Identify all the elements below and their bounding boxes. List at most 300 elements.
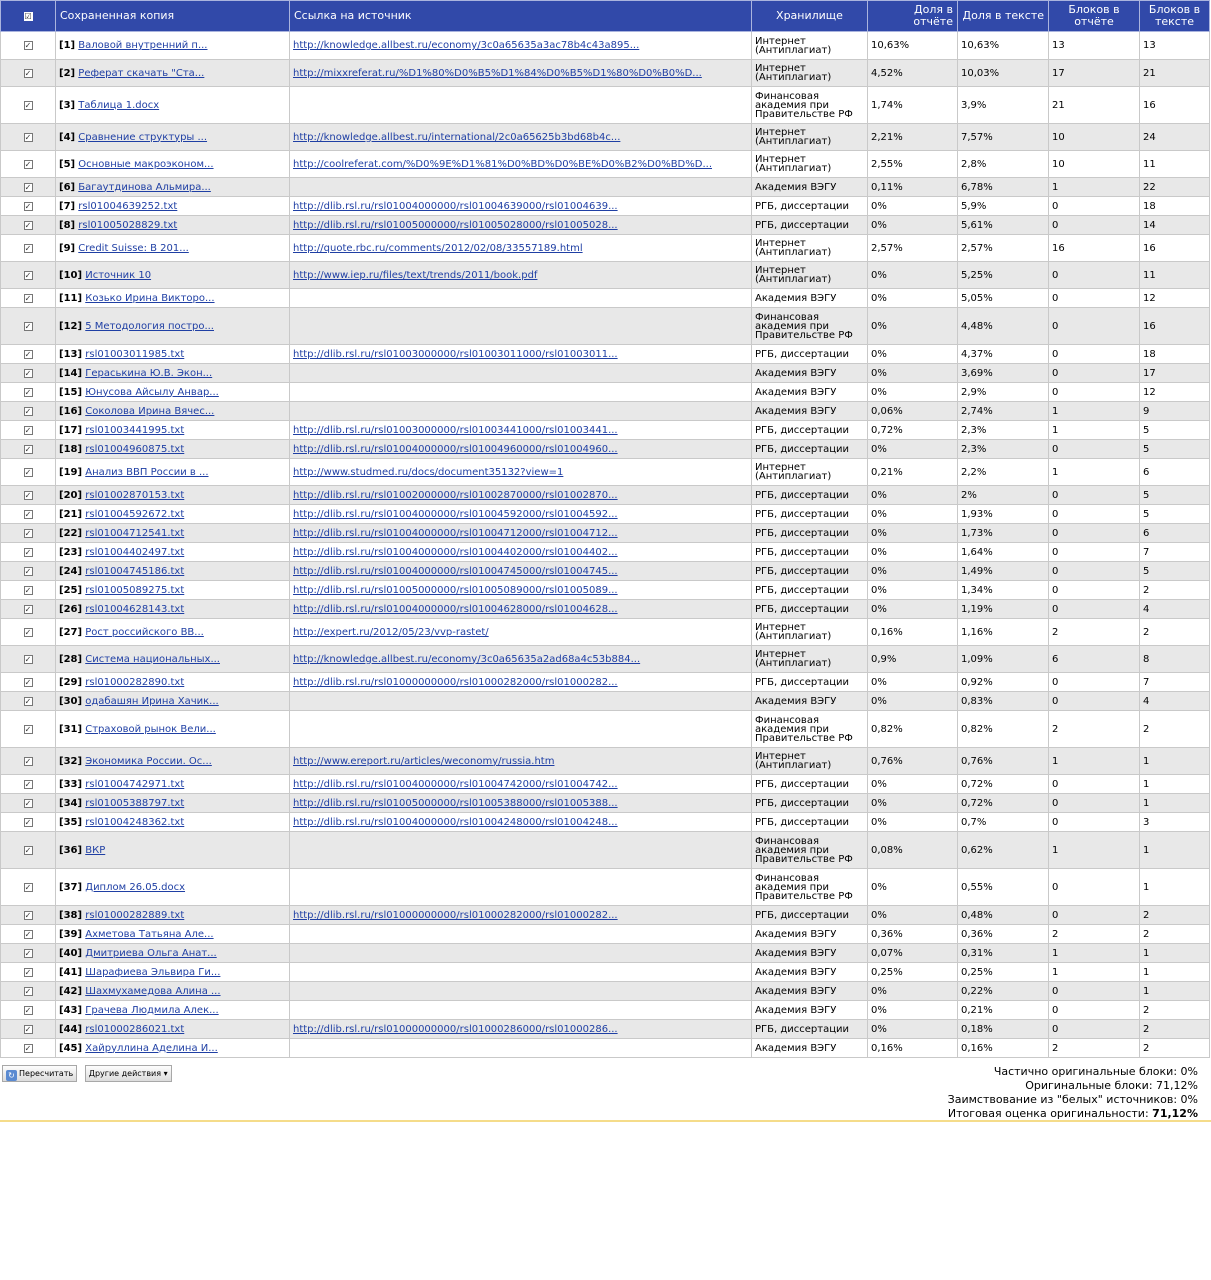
source-link[interactable]: http://knowledge.allbest.ru/economy/3c0a65635a2ad68a4c53b884... <box>293 653 641 665</box>
blocks-report-cell: 0 <box>1049 562 1140 581</box>
blocks-report-cell: 2 <box>1049 925 1140 944</box>
row-checkbox[interactable]: ✓ <box>1 345 56 364</box>
share-text-cell: 0,18% <box>958 1020 1049 1039</box>
saved-copy-cell <box>56 646 290 673</box>
source-cell <box>290 748 752 775</box>
source-link[interactable]: http://dlib.rsl.ru/rsl01004000000/rsl01004639000/rsl01004639... <box>293 200 618 212</box>
blocks-text-cell: 7 <box>1140 543 1210 562</box>
source-link[interactable]: http://expert.ru/2012/05/23/vvp-rastet/ <box>293 626 489 638</box>
saved-copy-link[interactable]: rsl01000282890.txt <box>85 676 185 688</box>
saved-copy-cell <box>56 543 290 562</box>
share-report-cell: 0% <box>868 216 958 235</box>
share-report-cell: 0% <box>868 505 958 524</box>
saved-copy-link[interactable]: одабашян Ирина Хачик... <box>85 695 219 707</box>
row-checkbox[interactable]: ✓ <box>1 944 56 963</box>
blocks-text-cell: 12 <box>1140 289 1210 308</box>
saved-copy-link[interactable]: Юнусова Айсылу Анвар... <box>85 386 219 398</box>
saved-copy-link[interactable]: rsl01005028829.txt <box>78 219 178 231</box>
source-link[interactable]: http://dlib.rsl.ru/rsl01005000000/rsl01005089000/rsl01005089... <box>293 584 618 596</box>
saved-copy-link[interactable]: Экономика России. Ос... <box>85 755 212 767</box>
share-report-cell: 2,21% <box>868 124 958 151</box>
storage-cell: РГБ, диссертации <box>752 600 868 619</box>
saved-copy-cell <box>56 32 290 60</box>
source-cell <box>290 944 752 963</box>
table-row <box>1 748 1210 775</box>
saved-copy-link[interactable]: rsl01004745186.txt <box>85 565 185 577</box>
source-link[interactable]: http://dlib.rsl.ru/rsl01005000000/rsl01005388000/rsl01005388... <box>293 797 618 809</box>
row-checkbox[interactable]: ✓ <box>1 289 56 308</box>
saved-copy-cell <box>56 524 290 543</box>
share-report-cell: 1,74% <box>868 87 958 124</box>
col-header-blocks-report[interactable]: Блоков в отчёте <box>1049 1 1140 32</box>
share-text-cell: 2,9% <box>958 383 1049 402</box>
row-number: [14] <box>59 367 83 379</box>
storage-cell: Академия ВЭГУ <box>752 982 868 1001</box>
share-report-cell: 0% <box>868 383 958 402</box>
saved-copy-cell <box>56 151 290 178</box>
source-cell <box>290 308 752 345</box>
row-checkbox[interactable]: ✓ <box>1 421 56 440</box>
source-link[interactable]: http://dlib.rsl.ru/rsl01000000000/rsl01000282000/rsl01000282... <box>293 909 618 921</box>
saved-copy-cell <box>56 832 290 869</box>
source-link[interactable]: http://www.iep.ru/files/text/trends/2011/book.pdf <box>293 269 538 281</box>
row-checkbox[interactable]: ✓ <box>1 692 56 711</box>
row-checkbox[interactable]: ✓ <box>1 562 56 581</box>
saved-copy-link[interactable]: rsl01004742971.txt <box>85 778 185 790</box>
share-report-cell: 2,55% <box>868 151 958 178</box>
source-link[interactable]: http://dlib.rsl.ru/rsl01003000000/rsl01003011000/rsl01003011... <box>293 348 618 360</box>
source-link[interactable]: http://dlib.rsl.ru/rsl01005000000/rsl01005028000/rsl01005028... <box>293 219 618 231</box>
table-row <box>1 982 1210 1001</box>
row-checkbox[interactable]: ✓ <box>1 402 56 421</box>
row-checkbox[interactable]: ✓ <box>1 235 56 262</box>
row-number: [29] <box>59 676 83 688</box>
blocks-text-cell: 13 <box>1140 32 1210 60</box>
col-header-copy[interactable]: Сохраненная копия <box>56 1 290 32</box>
storage-cell: Академия ВЭГУ <box>752 963 868 982</box>
table-row <box>1 308 1210 345</box>
saved-copy-link[interactable]: Диплом 26.05.docx <box>85 881 186 893</box>
storage-cell: РГБ, диссертации <box>752 794 868 813</box>
row-number: [8] <box>59 219 76 231</box>
row-checkbox[interactable]: ✓ <box>1 262 56 289</box>
row-number: [23] <box>59 546 83 558</box>
row-number: [7] <box>59 200 76 212</box>
blocks-text-cell: 7 <box>1140 673 1210 692</box>
saved-copy-link[interactable]: Дмитриева Ольга Анат... <box>85 947 217 959</box>
blocks-text-cell: 6 <box>1140 459 1210 486</box>
table-row <box>1 600 1210 619</box>
blocks-text-cell: 2 <box>1140 1020 1210 1039</box>
row-number: [33] <box>59 778 83 790</box>
row-checkbox[interactable]: ✓ <box>1 459 56 486</box>
source-link[interactable]: http://dlib.rsl.ru/rsl01004000000/rsl01004592000/rsl01004592... <box>293 508 618 520</box>
row-checkbox[interactable]: ✓ <box>1 673 56 692</box>
row-checkbox[interactable]: ✓ <box>1 32 56 60</box>
row-number: [11] <box>59 292 83 304</box>
source-cell <box>290 1001 752 1020</box>
source-cell <box>290 262 752 289</box>
row-number: [3] <box>59 99 76 111</box>
row-checkbox[interactable]: ✓ <box>1 813 56 832</box>
row-number: [15] <box>59 386 83 398</box>
share-text-cell: 0,55% <box>958 869 1049 906</box>
blocks-report-cell: 0 <box>1049 524 1140 543</box>
saved-copy-link[interactable]: rsl01000286021.txt <box>85 1023 185 1035</box>
saved-copy-link[interactable]: rsl01004960875.txt <box>85 443 185 455</box>
saved-copy-link[interactable]: rsl01005388797.txt <box>85 797 185 809</box>
saved-copy-cell <box>56 60 290 87</box>
saved-copy-link[interactable]: rsl01005089275.txt <box>85 584 185 596</box>
col-header-share-text[interactable]: Доля в тексте <box>958 1 1049 32</box>
source-link[interactable]: http://dlib.rsl.ru/rsl01003000000/rsl01003441000/rsl01003441... <box>293 424 618 436</box>
recount-button[interactable] <box>2 1065 77 1082</box>
source-cell <box>290 440 752 459</box>
saved-copy-link[interactable]: Рост российского ВВ... <box>85 626 204 638</box>
row-checkbox[interactable]: ✓ <box>1 178 56 197</box>
row-checkbox[interactable]: ✓ <box>1 60 56 87</box>
saved-copy-link[interactable]: ВКР <box>85 844 106 856</box>
row-checkbox[interactable]: ✓ <box>1 646 56 673</box>
row-number: [18] <box>59 443 83 455</box>
row-number: [20] <box>59 489 83 501</box>
share-report-cell: 0% <box>868 1020 958 1039</box>
saved-copy-link[interactable]: Реферат скачать "Ста... <box>78 67 205 79</box>
source-link[interactable]: http://dlib.rsl.ru/rsl01004000000/rsl01004745000/rsl01004745... <box>293 565 618 577</box>
share-report-cell: 0% <box>868 982 958 1001</box>
table-row <box>1 87 1210 124</box>
saved-copy-cell <box>56 197 290 216</box>
row-checkbox[interactable]: ✓ <box>1 832 56 869</box>
row-checkbox[interactable]: ✓ <box>1 87 56 124</box>
blocks-text-cell: 11 <box>1140 151 1210 178</box>
storage-cell: Академия ВЭГУ <box>752 1039 868 1058</box>
share-text-cell: 0,72% <box>958 775 1049 794</box>
table-row <box>1 944 1210 963</box>
row-checkbox[interactable]: ✓ <box>1 711 56 748</box>
table-row <box>1 262 1210 289</box>
blocks-text-cell: 5 <box>1140 562 1210 581</box>
storage-cell: РГБ, диссертации <box>752 562 868 581</box>
row-checkbox[interactable]: ✓ <box>1 925 56 944</box>
table-row <box>1 289 1210 308</box>
row-checkbox[interactable]: ✓ <box>1 1039 56 1058</box>
row-number: [44] <box>59 1023 83 1035</box>
row-checkbox[interactable]: ✓ <box>1 151 56 178</box>
row-number: [1] <box>59 40 76 51</box>
source-link[interactable]: http://dlib.rsl.ru/rsl01004000000/rsl01004960000/rsl01004960... <box>293 443 618 455</box>
saved-copy-link[interactable]: Валовой внутренний п... <box>78 40 208 51</box>
share-text-cell: 0,16% <box>958 1039 1049 1058</box>
original-blocks-line: Оригинальные блоки: 71,12% <box>1025 1079 1198 1092</box>
row-checkbox[interactable]: ✓ <box>1 216 56 235</box>
row-checkbox[interactable]: ✓ <box>1 619 56 646</box>
blocks-report-cell: 21 <box>1049 87 1140 124</box>
storage-cell: Интернет (Антиплагиат) <box>752 32 868 60</box>
saved-copy-cell <box>56 505 290 524</box>
row-checkbox[interactable]: ✓ <box>1 982 56 1001</box>
share-report-cell: 0,11% <box>868 178 958 197</box>
row-checkbox[interactable]: ✓ <box>1 775 56 794</box>
source-link[interactable]: http://dlib.rsl.ru/rsl01000000000/rsl01000286000/rsl01000286... <box>293 1023 618 1035</box>
row-checkbox[interactable]: ✓ <box>1 794 56 813</box>
row-checkbox[interactable]: ✓ <box>1 1001 56 1020</box>
col-header-source[interactable]: Ссылка на источник <box>290 1 752 32</box>
row-checkbox[interactable]: ✓ <box>1 440 56 459</box>
saved-copy-link[interactable]: Хайруллина Аделина И... <box>85 1042 218 1054</box>
share-report-cell: 0% <box>868 543 958 562</box>
row-checkbox[interactable]: ✓ <box>1 197 56 216</box>
saved-copy-link[interactable]: Ахметова Татьяна Але... <box>85 928 214 940</box>
share-report-cell: 0% <box>868 581 958 600</box>
row-number: [17] <box>59 424 83 436</box>
share-text-cell: 0,31% <box>958 944 1049 963</box>
source-link[interactable]: http://dlib.rsl.ru/rsl01004000000/rsl01004248000/rsl01004248... <box>293 816 618 828</box>
row-checkbox[interactable]: ✓ <box>1 308 56 345</box>
saved-copy-link[interactable]: Багаутдинова Альмира... <box>78 181 211 193</box>
source-link[interactable]: http://www.ereport.ru/articles/weconomy/russia.htm <box>293 755 555 767</box>
blocks-text-cell: 2 <box>1140 1039 1210 1058</box>
storage-cell: РГБ, диссертации <box>752 440 868 459</box>
table-row <box>1 692 1210 711</box>
total-originality-line: Итоговая оценка оригинальности: 71,12% <box>947 1107 1198 1120</box>
source-cell <box>290 60 752 87</box>
storage-cell: Финансовая академия при Правительстве РФ <box>752 832 868 869</box>
share-report-cell: 0,16% <box>868 619 958 646</box>
table-row <box>1 869 1210 906</box>
blocks-text-cell: 16 <box>1140 87 1210 124</box>
storage-cell: РГБ, диссертации <box>752 216 868 235</box>
storage-cell: РГБ, диссертации <box>752 421 868 440</box>
source-cell <box>290 178 752 197</box>
storage-cell: Академия ВЭГУ <box>752 1001 868 1020</box>
blocks-text-cell: 2 <box>1140 925 1210 944</box>
blocks-text-cell: 24 <box>1140 124 1210 151</box>
blocks-text-cell: 9 <box>1140 402 1210 421</box>
source-cell <box>290 832 752 869</box>
row-checkbox[interactable]: ✓ <box>1 1020 56 1039</box>
share-report-cell: 0% <box>868 262 958 289</box>
saved-copy-link[interactable]: rsl01004712541.txt <box>85 527 185 539</box>
col-header-blocks-text[interactable]: Блоков в тексте <box>1140 1 1210 32</box>
blocks-text-cell: 18 <box>1140 345 1210 364</box>
storage-cell: РГБ, диссертации <box>752 486 868 505</box>
storage-cell: РГБ, диссертации <box>752 813 868 832</box>
share-report-cell: 0% <box>868 562 958 581</box>
row-checkbox[interactable]: ✓ <box>1 364 56 383</box>
share-report-cell: 0% <box>868 600 958 619</box>
row-number: [39] <box>59 928 83 940</box>
source-link[interactable]: http://dlib.rsl.ru/rsl01000000000/rsl01000282000/rsl01000282... <box>293 676 618 688</box>
storage-cell: Академия ВЭГУ <box>752 178 868 197</box>
storage-cell: Академия ВЭГУ <box>752 383 868 402</box>
action-toolbar <box>2 1065 176 1081</box>
saved-copy-link[interactable]: rsl01004639252.txt <box>78 200 178 212</box>
saved-copy-cell <box>56 364 290 383</box>
source-cell <box>290 982 752 1001</box>
share-text-cell: 3,69% <box>958 364 1049 383</box>
row-checkbox[interactable]: ✓ <box>1 505 56 524</box>
source-cell <box>290 32 752 60</box>
row-checkbox[interactable]: ✓ <box>1 963 56 982</box>
blocks-report-cell: 2 <box>1049 711 1140 748</box>
saved-copy-cell <box>56 289 290 308</box>
saved-copy-cell <box>56 581 290 600</box>
table-row <box>1 646 1210 673</box>
saved-copy-link[interactable]: rsl01003011985.txt <box>85 348 185 360</box>
blocks-report-cell: 1 <box>1049 402 1140 421</box>
white-sources-line: Заимствование из "белых" источников: 0% <box>947 1093 1198 1106</box>
saved-copy-link[interactable]: Козько Ирина Викторо... <box>85 292 215 304</box>
share-report-cell: 0% <box>868 345 958 364</box>
share-text-cell: 1,64% <box>958 543 1049 562</box>
blocks-report-cell: 16 <box>1049 235 1140 262</box>
row-checkbox[interactable]: ✓ <box>1 383 56 402</box>
blocks-report-cell: 1 <box>1049 832 1140 869</box>
row-number: [16] <box>59 405 83 417</box>
saved-copy-cell <box>56 440 290 459</box>
col-header-storage[interactable]: Хранилище <box>752 1 868 32</box>
blocks-text-cell: 1 <box>1140 982 1210 1001</box>
row-checkbox[interactable]: ✓ <box>1 524 56 543</box>
table-row <box>1 775 1210 794</box>
table-row <box>1 813 1210 832</box>
source-link[interactable]: http://dlib.rsl.ru/rsl01004000000/rsl01004742000/rsl01004742... <box>293 778 618 790</box>
storage-cell: Финансовая академия при Правительстве РФ <box>752 308 868 345</box>
saved-copy-cell <box>56 619 290 646</box>
row-number: [30] <box>59 695 83 707</box>
source-link[interactable]: http://knowledge.allbest.ru/international/2c0a65625b3bd68b4c... <box>293 131 621 143</box>
saved-copy-cell <box>56 711 290 748</box>
saved-copy-link[interactable]: rsl01004402497.txt <box>85 546 185 558</box>
source-cell <box>290 562 752 581</box>
table-row <box>1 151 1210 178</box>
saved-copy-cell <box>56 216 290 235</box>
row-number: [25] <box>59 584 83 596</box>
row-checkbox[interactable]: ✓ <box>1 581 56 600</box>
share-text-cell: 5,25% <box>958 262 1049 289</box>
source-link[interactable]: http://knowledge.allbest.ru/economy/3c0a65635a3ac78b4c43a895... <box>293 40 640 51</box>
share-report-cell: 0% <box>868 197 958 216</box>
row-number: [45] <box>59 1042 83 1054</box>
storage-cell: Интернет (Антиплагиат) <box>752 151 868 178</box>
share-text-cell: 10,63% <box>958 32 1049 60</box>
source-cell <box>290 505 752 524</box>
other-actions-button[interactable]: Другие действия ▾ <box>85 1065 172 1082</box>
row-checkbox[interactable]: ✓ <box>1 869 56 906</box>
originality-summary <box>948 1065 1198 1121</box>
row-number: [37] <box>59 881 83 893</box>
saved-copy-link[interactable]: Шарафиева Эльвира Ги... <box>85 966 221 978</box>
select-all-checkbox[interactable]: ☑ <box>1 1 56 32</box>
row-checkbox[interactable]: ✓ <box>1 486 56 505</box>
share-report-cell: 0% <box>868 308 958 345</box>
table-row <box>1 459 1210 486</box>
share-report-cell: 4,52% <box>868 60 958 87</box>
saved-copy-link[interactable]: rsl01000282889.txt <box>85 909 185 921</box>
row-number: [32] <box>59 755 83 767</box>
row-checkbox[interactable]: ✓ <box>1 543 56 562</box>
blocks-text-cell: 1 <box>1140 869 1210 906</box>
blocks-report-cell: 0 <box>1049 383 1140 402</box>
saved-copy-link[interactable]: Сравнение структуры ... <box>78 131 208 143</box>
source-cell <box>290 711 752 748</box>
share-text-cell: 6,78% <box>958 178 1049 197</box>
source-link[interactable]: http://coolreferat.com/%D0%9E%D1%81%D0%BD%D0%BE%D0%B2%D0%BD%D... <box>293 158 712 170</box>
saved-copy-cell <box>56 459 290 486</box>
share-text-cell: 0,82% <box>958 711 1049 748</box>
saved-copy-cell <box>56 235 290 262</box>
table-row <box>1 60 1210 87</box>
source-link[interactable]: http://dlib.rsl.ru/rsl01004000000/rsl01004402000/rsl01004402... <box>293 546 618 558</box>
saved-copy-link[interactable]: rsl01004592672.txt <box>85 508 185 520</box>
storage-cell: РГБ, диссертации <box>752 1020 868 1039</box>
saved-copy-cell <box>56 692 290 711</box>
table-row <box>1 124 1210 151</box>
saved-copy-cell <box>56 562 290 581</box>
saved-copy-link[interactable]: Грачева Людмила Алек... <box>85 1004 219 1016</box>
saved-copy-cell <box>56 486 290 505</box>
saved-copy-link[interactable]: Шахмухамедова Алина ... <box>85 985 221 997</box>
saved-copy-link[interactable]: rsl01004248362.txt <box>85 816 185 828</box>
source-link[interactable]: http://mixxreferat.ru/%D1%80%D0%B5%D1%84%D0%B5%D1%80%D0%B0%D... <box>293 67 702 79</box>
blocks-report-cell: 0 <box>1049 505 1140 524</box>
saved-copy-link[interactable]: Основные макроэконом... <box>78 158 214 170</box>
saved-copy-link[interactable]: Источник 10 <box>85 269 152 281</box>
source-cell <box>290 235 752 262</box>
table-header-row <box>1 1 1210 32</box>
source-link[interactable]: http://quote.rbc.ru/comments/2012/02/08/33557189.html <box>293 242 583 254</box>
saved-copy-link[interactable]: Credit Suisse: В 201... <box>78 242 189 254</box>
blocks-text-cell: 5 <box>1140 505 1210 524</box>
row-number: [13] <box>59 348 83 360</box>
table-row <box>1 505 1210 524</box>
saved-copy-link[interactable]: Гераськина Ю.В. Экон... <box>85 367 213 379</box>
saved-copy-link[interactable]: Система национальных... <box>85 653 220 665</box>
blocks-text-cell: 5 <box>1140 421 1210 440</box>
source-link[interactable]: http://dlib.rsl.ru/rsl01002000000/rsl01002870000/rsl01002870... <box>293 489 618 501</box>
col-header-share-report[interactable]: Доля в отчёте <box>868 1 958 32</box>
source-link[interactable]: http://dlib.rsl.ru/rsl01004000000/rsl01004712000/rsl01004712... <box>293 527 618 539</box>
share-report-cell: 0,9% <box>868 646 958 673</box>
table-row <box>1 524 1210 543</box>
blocks-text-cell: 16 <box>1140 308 1210 345</box>
row-number: [36] <box>59 844 83 856</box>
saved-copy-link[interactable]: Таблица 1.docx <box>78 99 160 111</box>
saved-copy-cell <box>56 87 290 124</box>
saved-copy-link[interactable]: rsl01003441995.txt <box>85 424 185 436</box>
blocks-report-cell: 0 <box>1049 692 1140 711</box>
saved-copy-link[interactable]: rsl01002870153.txt <box>85 489 185 501</box>
row-checkbox[interactable]: ✓ <box>1 906 56 925</box>
source-link[interactable]: http://dlib.rsl.ru/rsl01004000000/rsl01004628000/rsl01004628... <box>293 603 618 615</box>
row-checkbox[interactable]: ✓ <box>1 748 56 775</box>
table-row <box>1 364 1210 383</box>
saved-copy-link[interactable]: Страховой рынок Вели... <box>85 723 216 735</box>
saved-copy-link[interactable]: rsl01004628143.txt <box>85 603 185 615</box>
row-number: [42] <box>59 985 83 997</box>
row-checkbox[interactable]: ✓ <box>1 124 56 151</box>
source-link[interactable]: http://www.studmed.ru/docs/document35132?view=1 <box>293 466 564 478</box>
source-cell <box>290 543 752 562</box>
saved-copy-link[interactable]: Анализ ВВП России в ... <box>85 466 209 478</box>
row-checkbox[interactable]: ✓ <box>1 600 56 619</box>
blocks-report-cell: 0 <box>1049 486 1140 505</box>
share-report-cell: 0,16% <box>868 1039 958 1058</box>
saved-copy-link[interactable]: 5 Методология постро... <box>85 320 214 332</box>
share-text-cell: 1,16% <box>958 619 1049 646</box>
saved-copy-link[interactable]: Соколова Ирина Вячес... <box>85 405 215 417</box>
